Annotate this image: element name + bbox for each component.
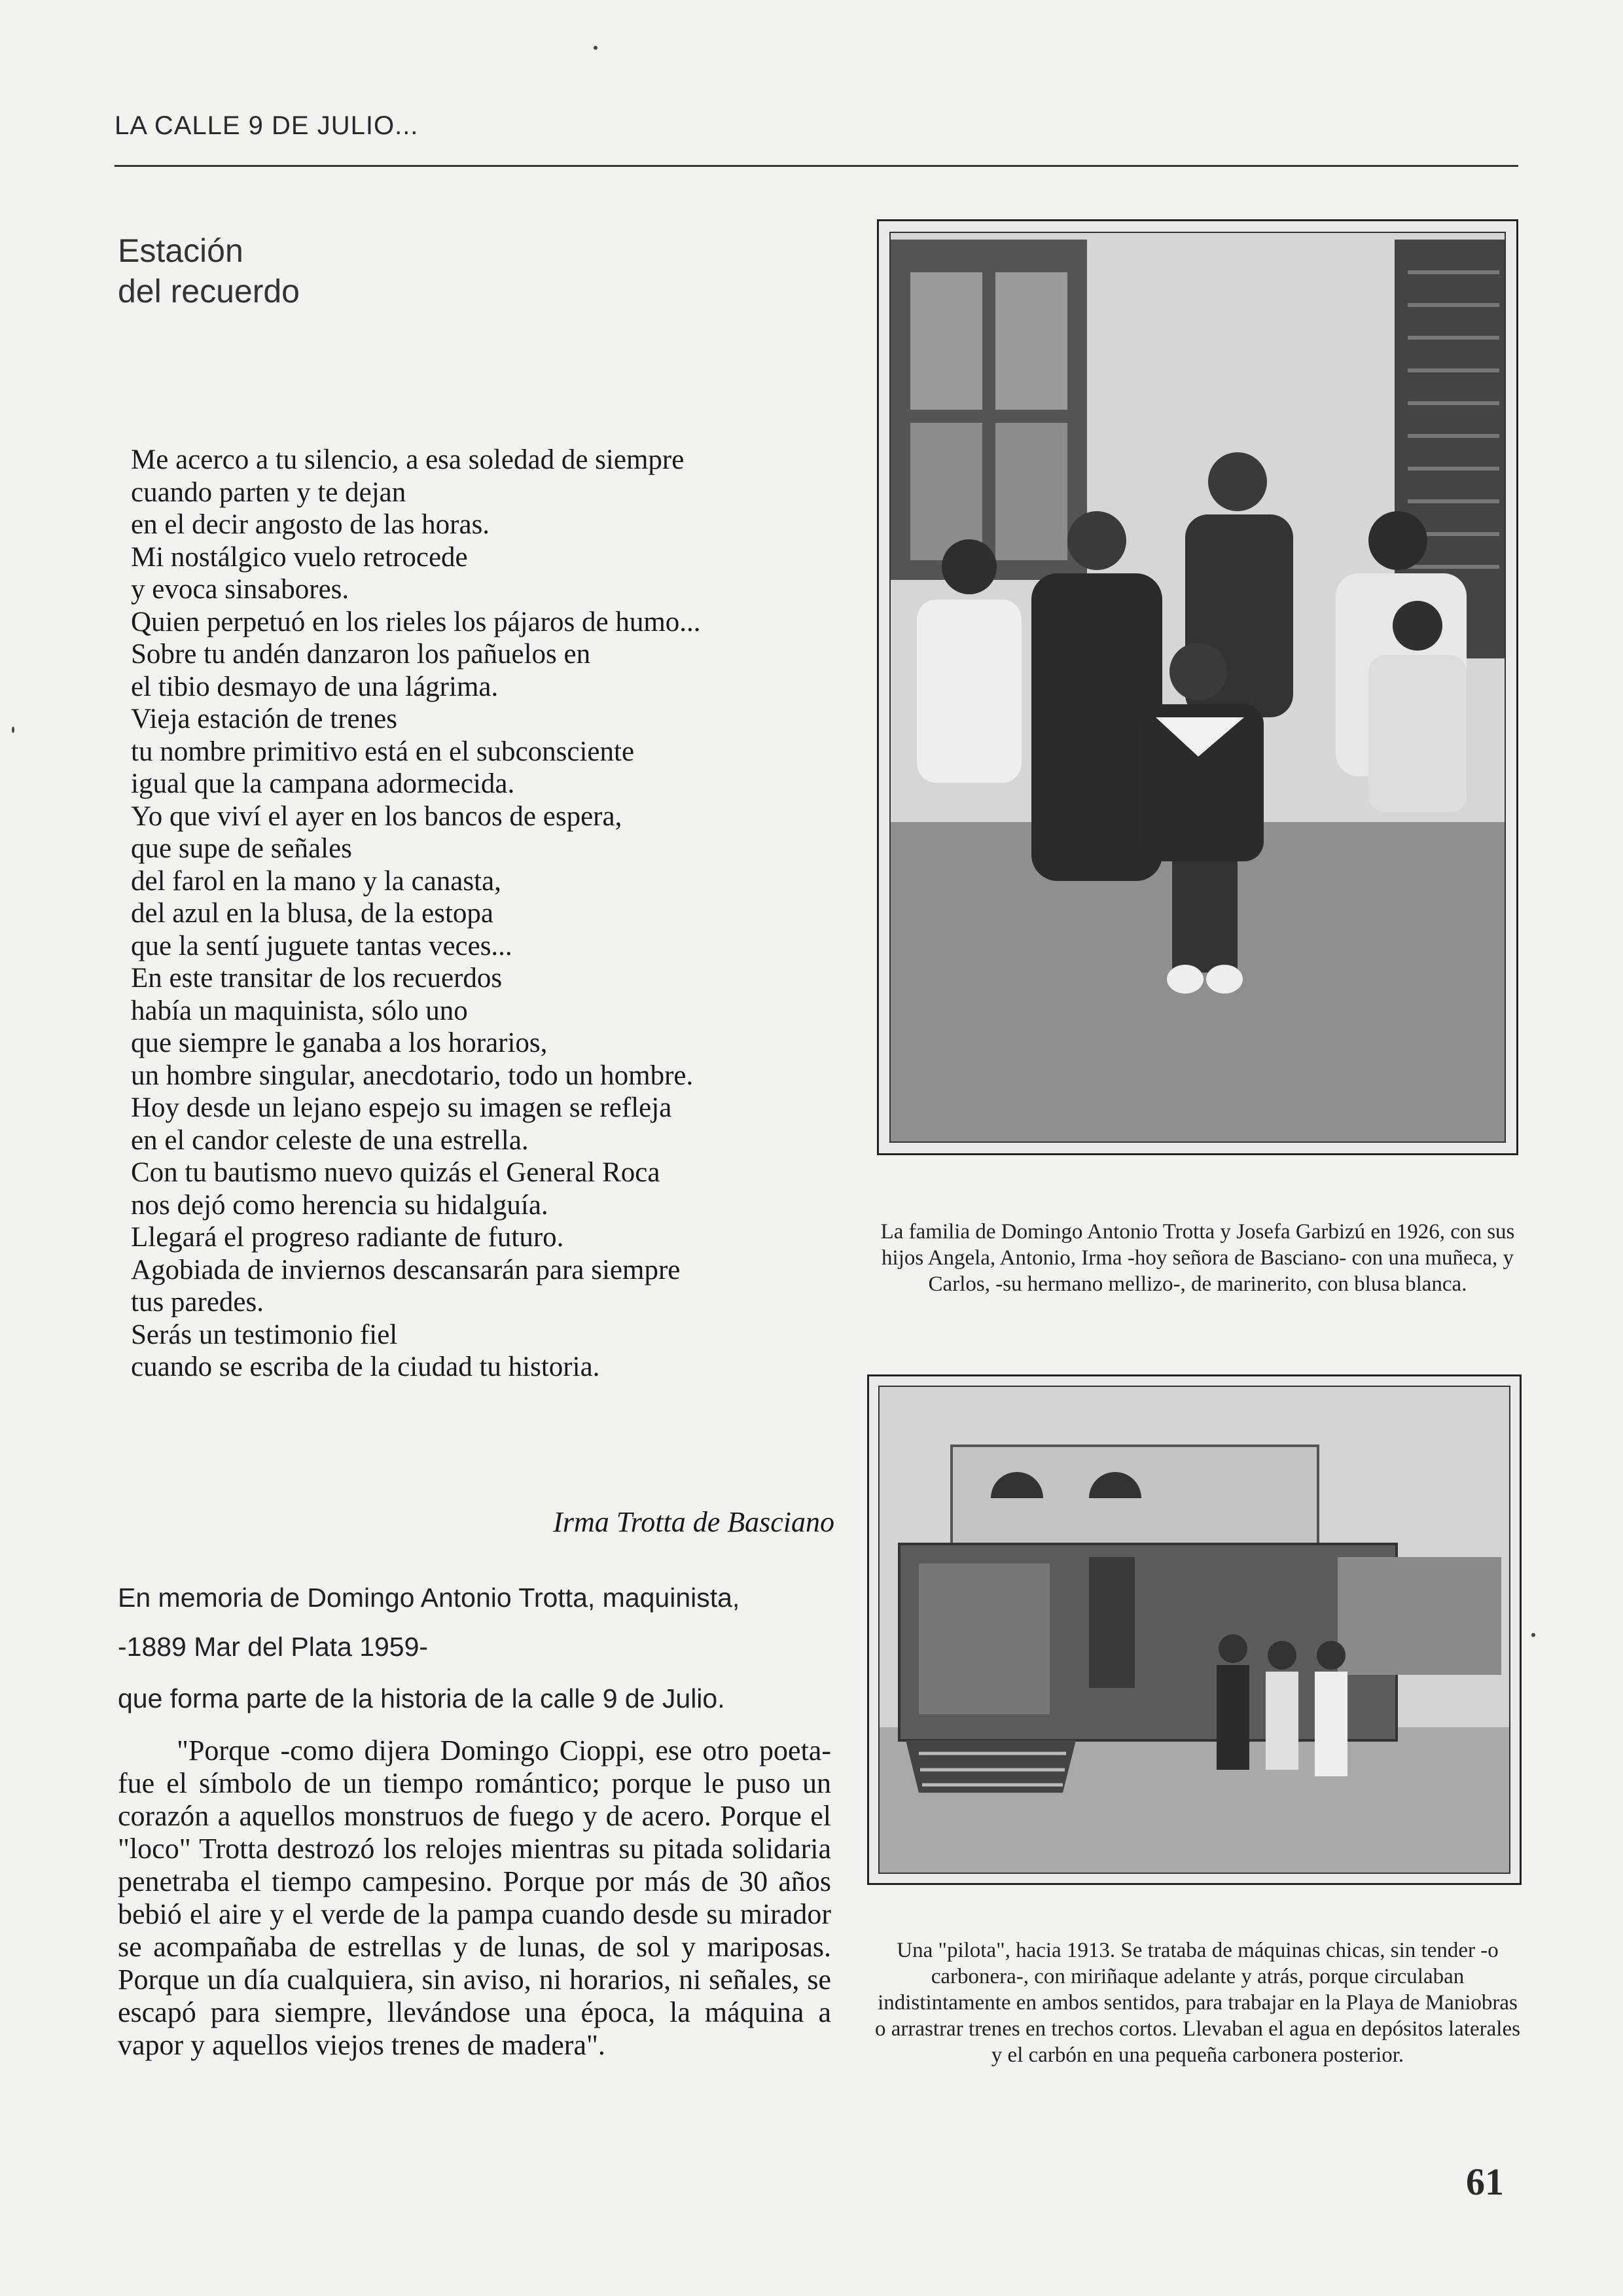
family-photo-caption: La familia de Domingo Antonio Trotta y Josefa Garbizú en 1926, con sus hijos Angela, Antonio, Irma -hoy señora de Basciano- con una muñeca, y Carlos, -su hermano mellizo-, de marinerito, con blusa blanca. xyxy=(880,1220,1515,1296)
poem-line: del azul en la blusa, de la estopa xyxy=(131,898,494,929)
train-photo-frame xyxy=(867,1374,1522,1885)
poem-line: cuando se escriba de la ciudad tu historia. xyxy=(131,1352,600,1382)
poem-line: Me acerco a tu silencio, a esa soledad de siempre xyxy=(131,444,685,475)
poem-line: Hoy desde un lejano espejo su imagen se refleja xyxy=(131,1092,672,1123)
page-title xyxy=(118,230,300,312)
prose-paragraph: "Porque -como dijera Domingo Cioppi, ese otro poeta- fue el símbolo de un tiempo romántico; porque le puso un corazón a aquellos monstruos de fuego y de acero. Porque el "loco" Trotta destrozó los relojes mientras su pitada solidaria penetraba el tiempo campesino. Porque por más de 30 años bebió el aire y el verde de la pampa cuando desde su mirador se acompañaba de estrellas y de lunas, de sol y mariposas. Porque un día cualquiera, sin aviso, ni horarios, ni señales, se escapó para siempre, llevándose una época, la máquina a vapor y aquellos viejos trenes de madera". xyxy=(118,1734,831,2061)
scan-speck xyxy=(594,46,597,50)
poem-author: Irma Trotta de Basciano xyxy=(553,1506,834,1538)
poem-line: igual que la campana adormecida. xyxy=(131,768,515,799)
poem-line: Mi nostálgico vuelo retrocede xyxy=(131,541,468,573)
memoria-line-2: -1889 Mar del Plata 1959- xyxy=(118,1632,429,1662)
poem-line: en el candor celeste de una estrella. xyxy=(131,1124,529,1156)
family-photo xyxy=(889,232,1506,1143)
poem-line: Llegará el progreso radiante de futuro. xyxy=(131,1222,564,1253)
poem-line: el tibio desmayo de una lágrima. xyxy=(131,671,499,702)
train-photo xyxy=(878,1386,1510,1874)
poem-line: que siempre le ganaba a los horarios, xyxy=(131,1028,548,1058)
header-rule xyxy=(115,165,1518,167)
poem xyxy=(131,444,851,1384)
poem-line: En este transitar de los recuerdos xyxy=(131,963,503,994)
poem-line: Serás un testimonio fiel xyxy=(131,1319,398,1350)
poem-line: nos dejó como herencia su hidalguía. xyxy=(131,1189,548,1221)
page-number: 61 xyxy=(1466,2161,1504,2203)
poem-line: que supe de señales xyxy=(131,833,352,864)
train-photo-caption: Una "pilota", hacia 1913. Se trataba de máquinas chicas, sin tender -o carbonera-, con miriñaque adelante y atrás, porque circulaban indistintamente en ambos sentidos, para trabajar en la Playa de Maniobras o arrastrar trenes en trechos cortos. Llevaban el agua en depósitos laterales y el carbón en una pequeña carbonera posterior. xyxy=(875,1939,1520,2067)
poem-line: Vieja estación de trenes xyxy=(131,704,397,734)
title-line-2: del recuerdo xyxy=(118,273,300,310)
memoria-line-1: En memoria de Domingo Antonio Trotta, maquinista, xyxy=(118,1583,740,1613)
poem-line: había un maquinista, sólo uno xyxy=(131,995,468,1026)
poem-line: Agobiada de inviernos descansarán para siempre xyxy=(131,1254,681,1285)
family-photo-image xyxy=(891,233,1506,1143)
poem-line: Sobre tu andén danzaron los pañuelos en xyxy=(131,639,591,670)
poem-line: Yo que viví el ayer en los bancos de espera, xyxy=(131,800,622,832)
train-photo-image xyxy=(880,1387,1510,1874)
poem-line: cuando parten y te dejan xyxy=(131,476,406,508)
family-photo-frame xyxy=(877,219,1518,1155)
poem-line: Con tu bautismo nuevo quizás el General Roca xyxy=(131,1157,660,1188)
memoria-line-3: que forma parte de la historia de la calle 9 de Julio. xyxy=(118,1683,725,1713)
poem-line: del farol en la mano y la canasta, xyxy=(131,865,501,897)
poem-line: Quien perpetuó en los rieles los pájaros de humo... xyxy=(131,606,701,637)
poem-line: tus paredes. xyxy=(131,1287,264,1318)
title-line-1: Estación xyxy=(118,232,243,269)
scan-speck xyxy=(1531,1633,1535,1637)
poem-line: y evoca sinsabores. xyxy=(131,574,349,605)
poem-line: tu nombre primitivo está en el subconsciente xyxy=(131,736,635,767)
poem-line: que la sentí juguete tantas veces... xyxy=(131,930,512,961)
poem-line: un hombre singular, anecdotario, todo un hombre. xyxy=(131,1060,694,1091)
poem-line: en el decir angosto de las horas. xyxy=(131,509,490,540)
running-head: LA CALLE 9 DE JULIO... xyxy=(115,111,419,140)
scan-speck xyxy=(12,726,14,733)
